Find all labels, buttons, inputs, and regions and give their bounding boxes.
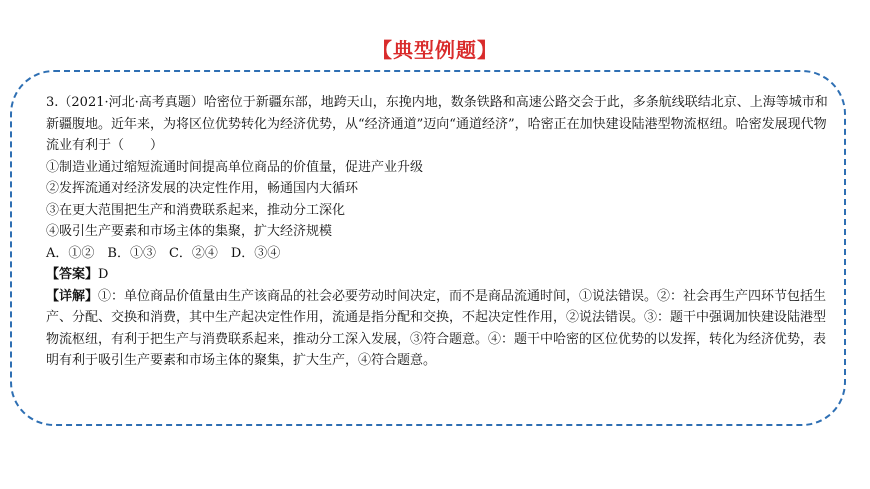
explanation-label: 【详解】 (46, 288, 99, 304)
explanation (46, 286, 836, 372)
option-1: ①制造业通过缩短流通时间提高单位商品的价值量，促进产业升级 (46, 159, 424, 175)
explanation-text: ①：单位商品价值量由生产该商品的社会必要劳动时间决定，而不是商品流通时间，①说法错误。②：社会再生产四环节包括生产、分配、交换和消费，其中生产起决定性作用，流通是指分配和交换，不起决定性作用，②说法错误。③：题干中强调加快建设陆港型物流枢纽，有利于把生产与消费联系起来，推动分工深入发展，③符合题意。④：题干中哈密的区位优势的以发挥，转化为经济优势，表明有利于吸引生产要素和市场主体的聚集，扩大生产，④符合题意。 (46, 288, 827, 368)
answer-choices: A．①② B．①③ C．②④ D．③④ (46, 245, 281, 261)
answer-line (46, 264, 836, 286)
question-content (46, 92, 836, 372)
option-3: ③在更大范围把生产和消费联系起来，推动分工深化 (46, 202, 346, 218)
option-2: ②发挥流通对经济发展的决定性作用，畅通国内大循环 (46, 181, 359, 196)
question-stem: 3.（2021·河北·高考真题）哈密位于新疆东部，地跨天山，东挽内地，数条铁路和高速公路交会于此，多条航线联结北京、上海等城市和新疆腹地。近年来，为将区位优势转化为经济优势，从“经济通道”迈向“通道经济”，哈密正在加快建设陆港型物流枢纽。哈密发展现代物流业有利于（ ） (46, 95, 828, 153)
answer-value: D (98, 267, 109, 282)
option-4: ④吸引生产要素和市场主体的集聚，扩大经济规模 (46, 224, 333, 239)
answer-label: 【答案】 (46, 267, 99, 282)
page-title: 【典型例题】 (372, 38, 498, 62)
